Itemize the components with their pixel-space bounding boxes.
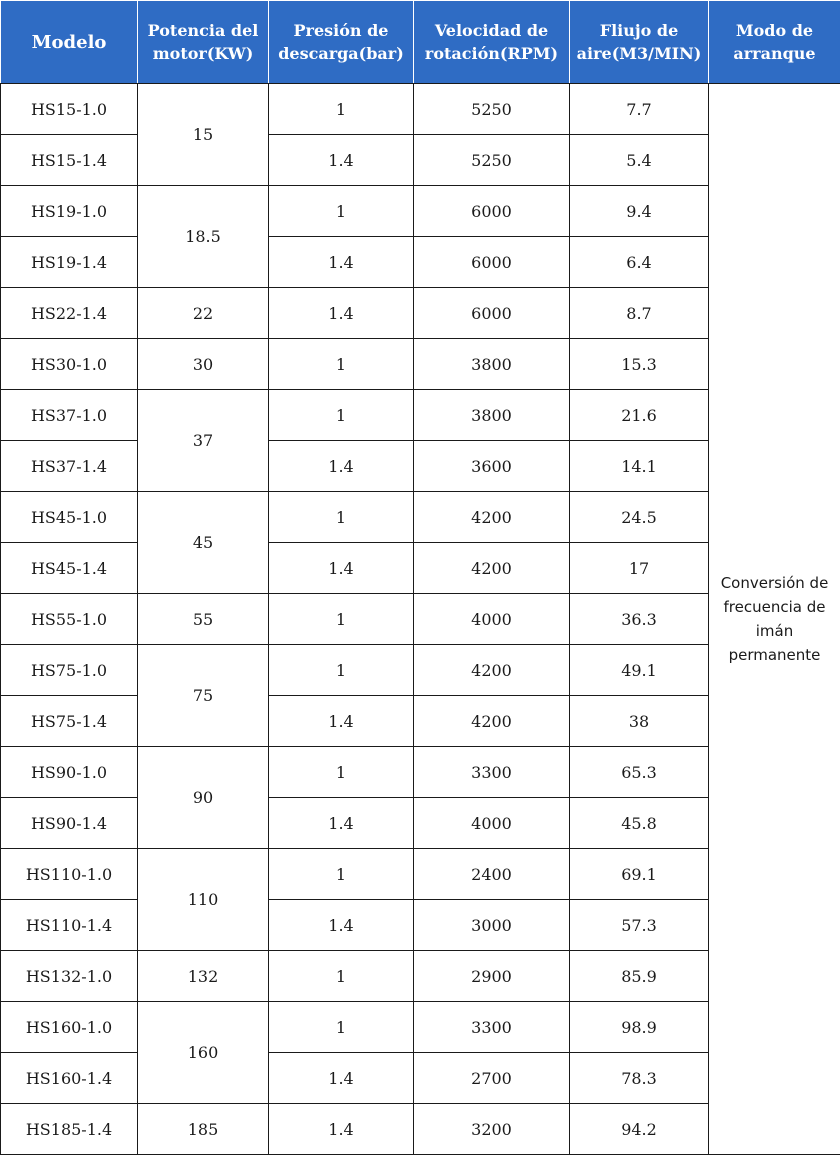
airflow-cell: 15.3 — [570, 339, 709, 390]
speed-cell: 2400 — [414, 849, 570, 900]
airflow-cell: 9.4 — [570, 186, 709, 237]
model-cell: HS19-1.0 — [1, 186, 138, 237]
model-cell: HS45-1.0 — [1, 492, 138, 543]
power-cell: 110 — [138, 849, 269, 951]
speed-cell: 4200 — [414, 492, 570, 543]
speed-cell: 3300 — [414, 747, 570, 798]
speed-cell: 6000 — [414, 237, 570, 288]
model-cell: HS22-1.4 — [1, 288, 138, 339]
model-cell: HS110-1.4 — [1, 900, 138, 951]
table-body — [1, 84, 840, 1155]
power-cell: 30 — [138, 339, 269, 390]
power-cell: 132 — [138, 951, 269, 1002]
speed-cell: 5250 — [414, 84, 570, 135]
table-row — [1, 84, 840, 135]
power-cell: 45 — [138, 492, 269, 594]
model-cell: HS110-1.0 — [1, 849, 138, 900]
power-cell: 55 — [138, 594, 269, 645]
model-cell: HS37-1.4 — [1, 441, 138, 492]
model-cell: HS15-1.4 — [1, 135, 138, 186]
pressure-cell: 1.4 — [269, 441, 414, 492]
speed-cell: 4200 — [414, 645, 570, 696]
header-speed: Velocidad de rotación(RPM) — [414, 1, 570, 84]
airflow-cell: 49.1 — [570, 645, 709, 696]
airflow-cell: 57.3 — [570, 900, 709, 951]
pressure-cell: 1.4 — [269, 798, 414, 849]
pressure-cell: 1 — [269, 390, 414, 441]
speed-cell: 5250 — [414, 135, 570, 186]
model-cell: HS160-1.4 — [1, 1053, 138, 1104]
airflow-cell: 98.9 — [570, 1002, 709, 1053]
model-cell: HS37-1.0 — [1, 390, 138, 441]
power-cell: 90 — [138, 747, 269, 849]
table-header — [1, 1, 840, 84]
model-cell: HS75-1.0 — [1, 645, 138, 696]
start-mode-cell: Conversión de frecuencia de imán permanente — [709, 84, 840, 1155]
pressure-cell: 1 — [269, 492, 414, 543]
airflow-cell: 45.8 — [570, 798, 709, 849]
speed-cell: 6000 — [414, 288, 570, 339]
model-cell: HS15-1.0 — [1, 84, 138, 135]
airflow-cell: 78.3 — [570, 1053, 709, 1104]
model-cell: HS30-1.0 — [1, 339, 138, 390]
pressure-cell: 1 — [269, 84, 414, 135]
airflow-cell: 8.7 — [570, 288, 709, 339]
airflow-cell: 7.7 — [570, 84, 709, 135]
pressure-cell: 1 — [269, 594, 414, 645]
speed-cell: 6000 — [414, 186, 570, 237]
pressure-cell: 1 — [269, 951, 414, 1002]
airflow-cell: 21.6 — [570, 390, 709, 441]
pressure-cell: 1.4 — [269, 1104, 414, 1155]
pressure-cell: 1.4 — [269, 237, 414, 288]
speed-cell: 3600 — [414, 441, 570, 492]
speed-cell: 4000 — [414, 798, 570, 849]
power-cell: 37 — [138, 390, 269, 492]
speed-cell: 3200 — [414, 1104, 570, 1155]
speed-cell: 3000 — [414, 900, 570, 951]
pressure-cell: 1 — [269, 339, 414, 390]
pressure-cell: 1.4 — [269, 696, 414, 747]
model-cell: HS132-1.0 — [1, 951, 138, 1002]
airflow-cell: 85.9 — [570, 951, 709, 1002]
pressure-cell: 1.4 — [269, 543, 414, 594]
pressure-cell: 1 — [269, 645, 414, 696]
airflow-cell: 38 — [570, 696, 709, 747]
model-cell: HS160-1.0 — [1, 1002, 138, 1053]
power-cell: 18.5 — [138, 186, 269, 288]
power-cell: 185 — [138, 1104, 269, 1155]
model-cell: HS185-1.4 — [1, 1104, 138, 1155]
header-airflow: Fliujo de aire(M3/MIN) — [570, 1, 709, 84]
airflow-cell: 24.5 — [570, 492, 709, 543]
pressure-cell: 1 — [269, 849, 414, 900]
header-pressure: Presión de descarga(bar) — [269, 1, 414, 84]
model-cell: HS45-1.4 — [1, 543, 138, 594]
model-cell: HS90-1.0 — [1, 747, 138, 798]
speed-cell: 4000 — [414, 594, 570, 645]
header-start-mode: Modo de arranque — [709, 1, 840, 84]
speed-cell: 3300 — [414, 1002, 570, 1053]
pressure-cell: 1 — [269, 186, 414, 237]
pressure-cell: 1.4 — [269, 288, 414, 339]
power-cell: 15 — [138, 84, 269, 186]
airflow-cell: 65.3 — [570, 747, 709, 798]
pressure-cell: 1.4 — [269, 900, 414, 951]
model-cell: HS55-1.0 — [1, 594, 138, 645]
model-cell: HS75-1.4 — [1, 696, 138, 747]
header-row — [1, 1, 840, 84]
speed-cell: 3800 — [414, 390, 570, 441]
speed-cell: 4200 — [414, 696, 570, 747]
airflow-cell: 5.4 — [570, 135, 709, 186]
speed-cell: 2700 — [414, 1053, 570, 1104]
header-power: Potencia del motor(KW) — [138, 1, 269, 84]
power-cell: 22 — [138, 288, 269, 339]
airflow-cell: 69.1 — [570, 849, 709, 900]
power-cell: 75 — [138, 645, 269, 747]
model-cell: HS90-1.4 — [1, 798, 138, 849]
pressure-cell: 1.4 — [269, 135, 414, 186]
header-model: Modelo — [1, 1, 138, 84]
pressure-cell: 1.4 — [269, 1053, 414, 1104]
pressure-cell: 1 — [269, 747, 414, 798]
airflow-cell: 17 — [570, 543, 709, 594]
speed-cell: 4200 — [414, 543, 570, 594]
airflow-cell: 14.1 — [570, 441, 709, 492]
model-cell: HS19-1.4 — [1, 237, 138, 288]
speed-cell: 3800 — [414, 339, 570, 390]
power-cell: 160 — [138, 1002, 269, 1104]
speed-cell: 2900 — [414, 951, 570, 1002]
airflow-cell: 94.2 — [570, 1104, 709, 1155]
airflow-cell: 36.3 — [570, 594, 709, 645]
airflow-cell: 6.4 — [570, 237, 709, 288]
pressure-cell: 1 — [269, 1002, 414, 1053]
